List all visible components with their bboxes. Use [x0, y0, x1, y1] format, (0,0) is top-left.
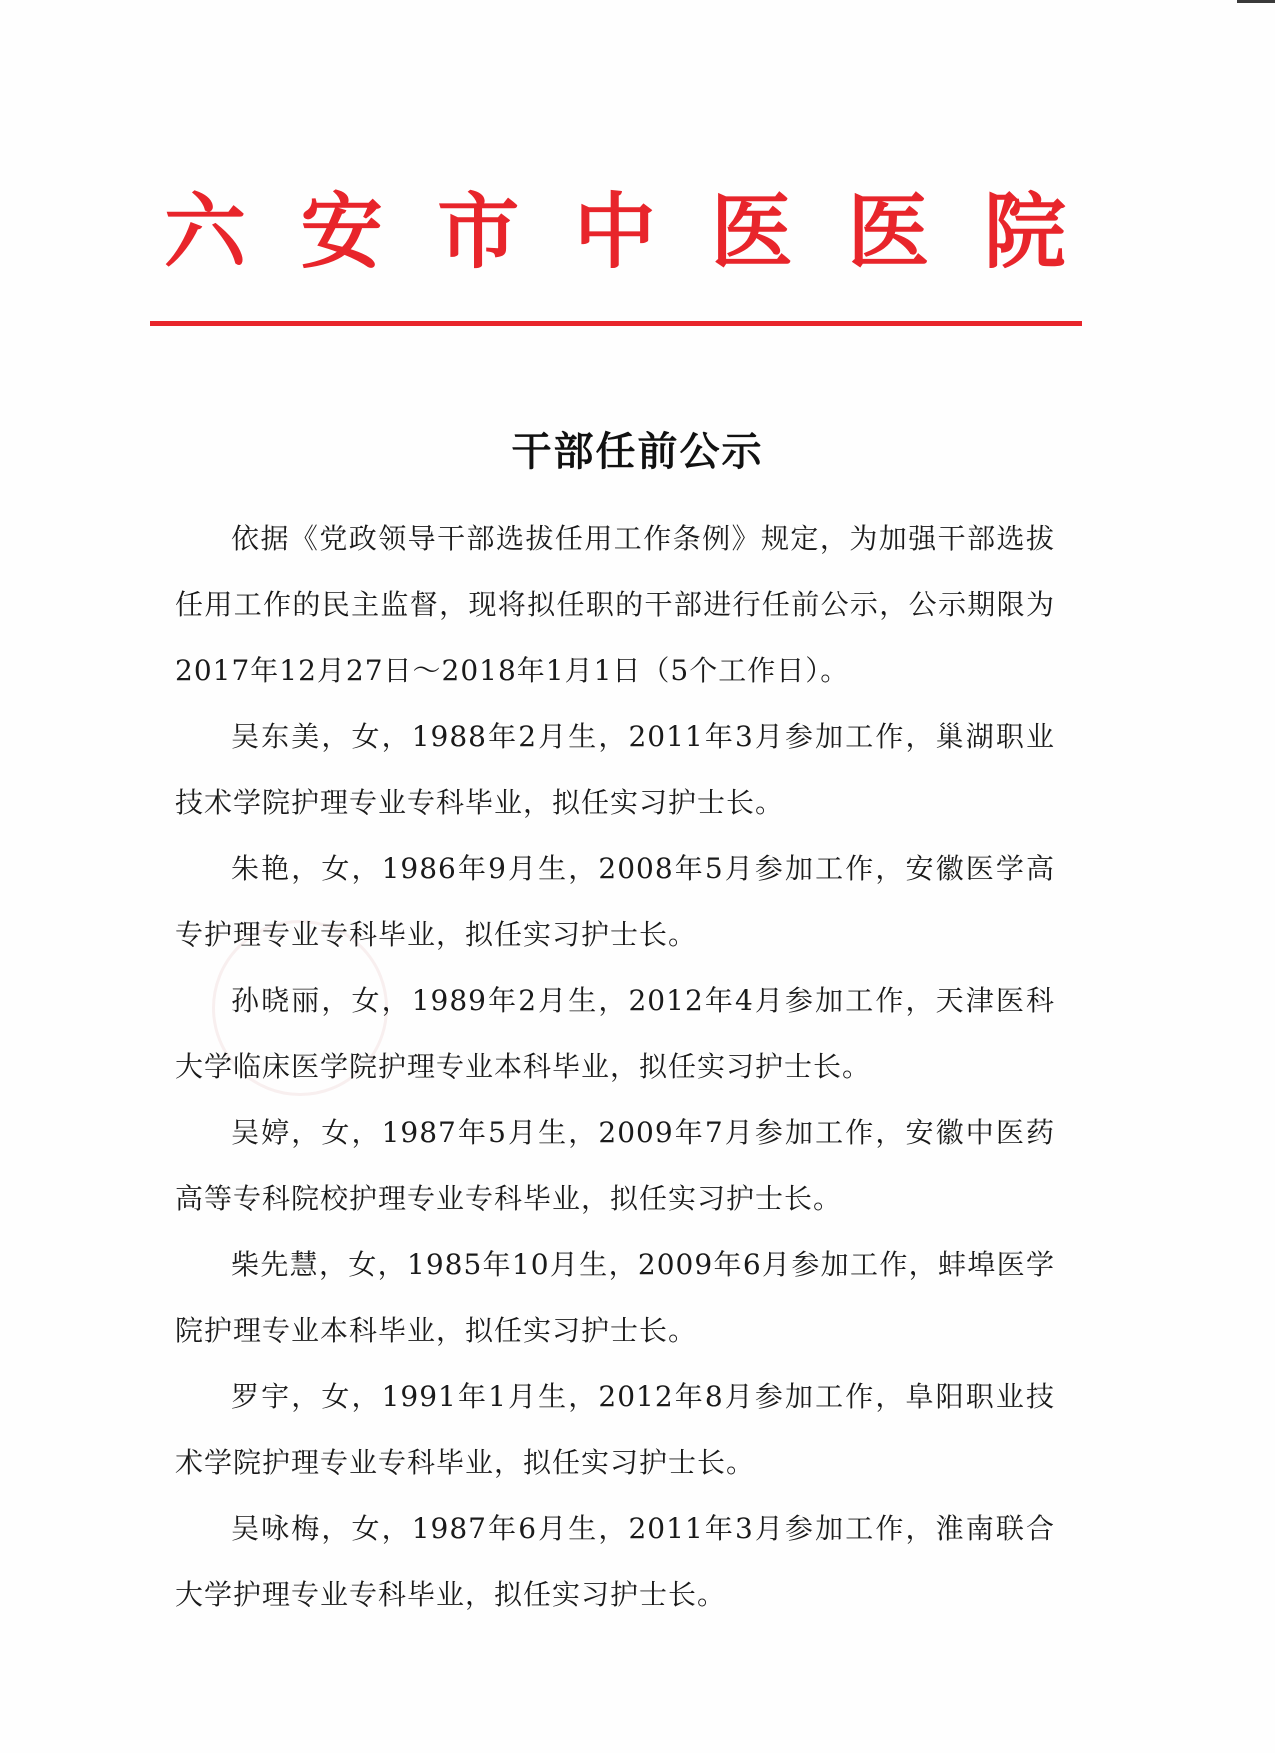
letterhead: [150, 178, 1080, 288]
candidate-paragraph: 柴先慧，女，1985年10月生，2009年6月参加工作，蚌埠医学院护理专业本科毕业，拟任实习护士长。: [175, 1248, 1055, 1347]
letterhead-char: 六: [163, 185, 246, 280]
candidate-paragraph: 吴咏梅，女，1987年6月生，2011年3月参加工作，淮南联合大学护理专业专科毕业，拟任实习护士长。: [175, 1512, 1055, 1611]
candidate-paragraph: 吴婷，女，1987年5月生，2009年7月参加工作，安徽中医药高等专科院校护理专业专科毕业，拟任实习护士长。: [175, 1116, 1055, 1215]
letterhead-char: 中: [573, 185, 656, 280]
letterhead-char: 市: [437, 185, 520, 280]
candidate-paragraph: 孙晓丽，女，1989年2月生，2012年4月参加工作，天津医科大学临床医学院护理专业本科毕业，拟任实习护士长。: [175, 984, 1055, 1083]
letterhead-char: 医: [847, 185, 930, 280]
letterhead-char: 安: [300, 185, 383, 280]
scan-corner-mark: [1237, 0, 1275, 3]
document-title: 干部任前公示: [511, 429, 764, 475]
candidate-paragraph: 吴东美，女，1988年2月生，2011年3月参加工作，巢湖职业技术学院护理专业专科毕业，拟任实习护士长。: [175, 720, 1055, 819]
candidate-paragraph: 朱艳，女，1986年9月生，2008年5月参加工作，安徽医学高专护理专业专科毕业，拟任实习护士长。: [175, 852, 1055, 951]
letterhead-char: 医: [710, 185, 793, 280]
letterhead-char: 院: [983, 185, 1066, 280]
candidate-paragraph: 罗宇，女，1991年1月生，2012年8月参加工作，阜阳职业技术学院护理专业专科毕业，拟任实习护士长。: [175, 1380, 1055, 1479]
document-body: [175, 506, 1055, 1628]
intro-paragraph: 依据《党政领导干部选拔任用工作条例》规定，为加强干部选拔任用工作的民主监督，现将拟任职的干部进行任前公示，公示期限为2017年12月27日～2018年1月1日（5个工作日）。: [175, 522, 1055, 687]
letterhead-divider: [150, 321, 1082, 326]
